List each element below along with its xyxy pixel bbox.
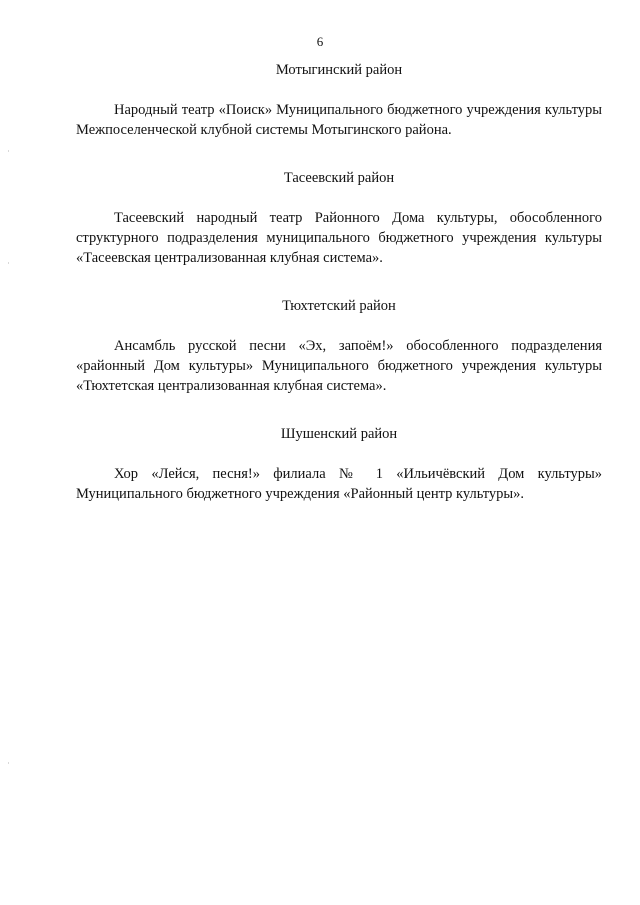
page-number: 6: [316, 34, 324, 49]
section-paragraph: Ансамбль русской песни «Эх, запоём!» обособленного подразделения «районный Дом культуры» Муниципального бюджетного учреждения культуры «Тюхтетская централизованная клубная система».: [76, 338, 602, 394]
section-title: Тюхтетский район: [282, 298, 396, 314]
section-tyukhtetsky: [76, 296, 602, 396]
section-paragraph: Хор «Лейся, песня!» филиала № 1 «Ильичёвский Дом культуры» Муниципального бюджетного учреждения «Районный центр культуры».: [76, 466, 602, 502]
section-title: Тасеевский район: [283, 170, 395, 186]
document-body: [76, 60, 602, 532]
section-paragraph: Народный театр «Поиск» Муниципального бюджетного учреждения культуры Межпоселенческой клубной системы Мотыгинского района.: [76, 102, 602, 138]
scan-artifact: [8, 762, 9, 764]
scan-artifact: [8, 150, 9, 152]
section-title: Шушенский район: [280, 426, 398, 442]
scan-artifact: [8, 262, 9, 264]
section-motyginsky: [76, 60, 602, 140]
section-paragraph: Тасеевский народный театр Районного Дома культуры, обособленного структурного подразделения муниципального бюджетного учреждения культуры «Тасеевская централизованная клубная система».: [76, 210, 602, 266]
section-taseevsky: [76, 168, 602, 268]
section-shushensky: [76, 424, 602, 504]
section-title: Мотыгинский район: [275, 62, 403, 78]
